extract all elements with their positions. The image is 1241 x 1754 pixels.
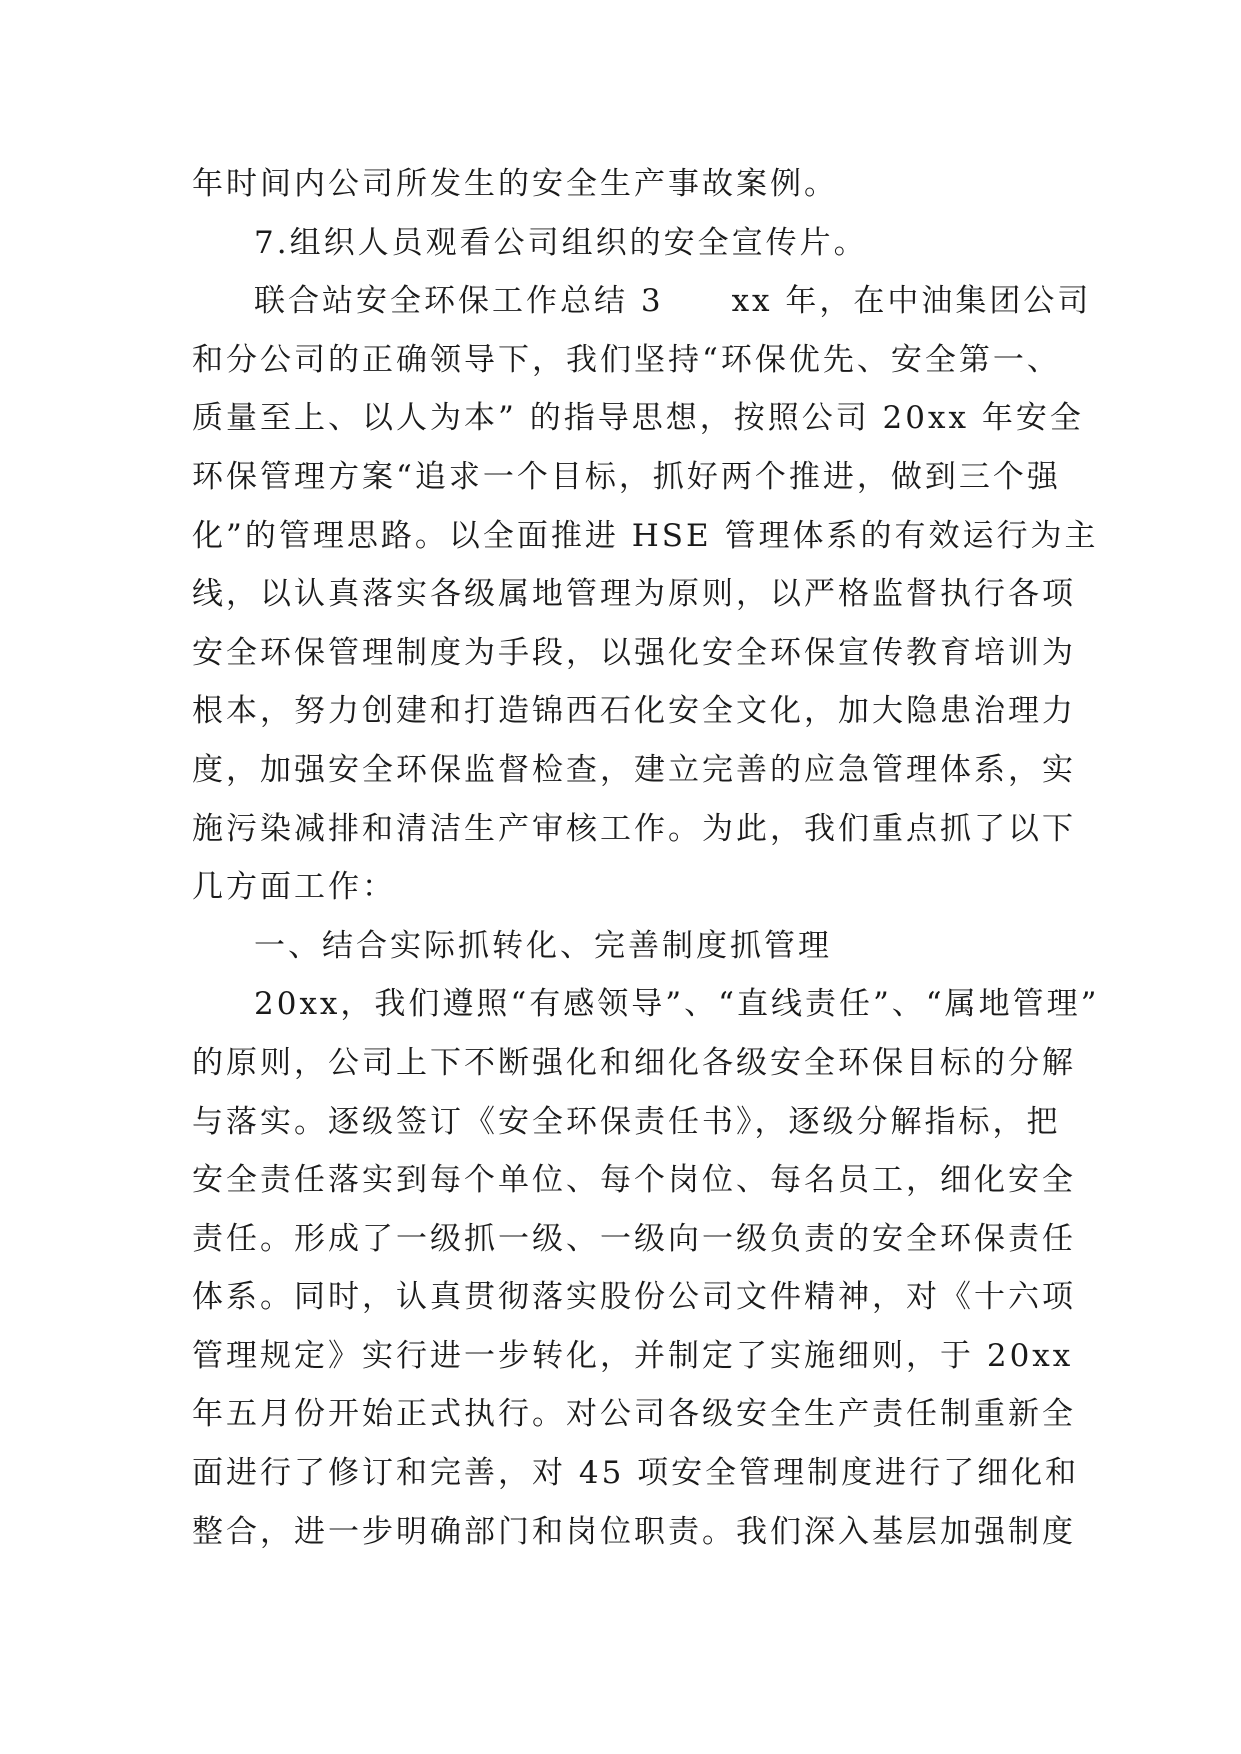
text-line: 环保管理方案“追求一个目标，抓好两个推进，做到三个强 — [192, 458, 1061, 495]
text-line: 年五月份开始正式执行。对公司各级安全生产责任制重新全 — [192, 1396, 1076, 1433]
text-line: 和分公司的正确领导下，我们坚持“环保优先、安全第一、 — [192, 341, 1061, 378]
document-body — [192, 155, 1100, 1561]
text-line: 体系。同时，认真贯彻落实股份公司文件精神，对《十六项 — [192, 1279, 1076, 1316]
text-line: 面进行了修订和完善，对 45 项安全管理制度进行了细化和 — [192, 1455, 1080, 1492]
text-line: 责任。形成了一级抓一级、一级向一级负责的安全环保责任 — [192, 1220, 1076, 1257]
text-line: 20xx，我们遵照“有感领导”、“直线责任”、“属地管理” — [254, 986, 1100, 1023]
section-heading: 一、结合实际抓转化、完善制度抓管理 — [254, 927, 832, 964]
section-title-line: 联合站安全环保工作总结 3 xx 年，在中油集团公司 — [254, 283, 1092, 320]
text-line: 化”的管理思路。以全面推进 HSE 管理体系的有效运行为主 — [192, 517, 1099, 554]
text-line: 安全环保管理制度为手段，以强化安全环保宣传教育培训为 — [192, 634, 1076, 671]
text-line: 安全责任落实到每个单位、每个岗位、每名员工，细化安全 — [192, 1162, 1076, 1199]
text-line: 根本，努力创建和打造锦西石化安全文化，加大隐患治理力 — [192, 693, 1076, 730]
text-line: 年时间内公司所发生的安全生产事故案例。 — [192, 166, 838, 202]
text-line: 的原则，公司上下不断强化和细化各级安全环保目标的分解 — [192, 1044, 1076, 1081]
text-line: 管理规定》实行进一步转化，并制定了实施细则，于 20xx — [192, 1337, 1074, 1374]
text-line: 与落实。逐级签订《安全环保责任书》，逐级分解指标，把 — [192, 1103, 1061, 1140]
text-line: 质量至上、以人为本” 的指导思想，按照公司 20xx 年安全 — [192, 400, 1084, 437]
text-line: 整合，进一步明确部门和岗位职责。我们深入基层加强制度 — [192, 1513, 1076, 1550]
text-line: 度，加强安全环保监督检查，建立完善的应急管理体系，实 — [192, 751, 1076, 788]
text-line: 几方面工作： — [192, 869, 396, 906]
text-line: 7.组织人员观看公司组织的安全宣传片。 — [254, 224, 868, 261]
text-line: 施污染减排和清洁生产审核工作。为此，我们重点抓了以下 — [192, 810, 1076, 847]
text-line: 线，以认真落实各级属地管理为原则，以严格监督执行各项 — [192, 576, 1076, 613]
